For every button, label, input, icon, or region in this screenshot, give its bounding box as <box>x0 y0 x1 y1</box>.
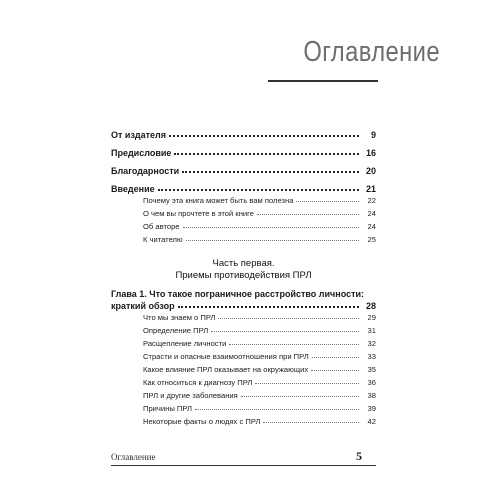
toc-entry-chapter1[interactable] <box>111 301 376 311</box>
dot-leader <box>311 370 359 371</box>
toc-entry-page: 21 <box>365 184 376 194</box>
toc-subentry[interactable] <box>143 378 376 387</box>
toc-entry-page: 16 <box>365 148 376 158</box>
dot-leader <box>186 240 359 241</box>
toc-subentry-label: ПРЛ и другие заболевания <box>143 391 238 400</box>
toc-entry-label: Введение <box>111 184 155 194</box>
toc-entry-preface[interactable] <box>111 148 376 158</box>
toc-subentry-label: Что мы знаем о ПРЛ <box>143 313 216 322</box>
toc-subentry-page: 33 <box>367 352 376 361</box>
toc-subentry[interactable] <box>143 417 376 426</box>
footer-rule <box>111 465 376 466</box>
dot-leader <box>312 357 359 358</box>
toc-subentry-label: Расщепление личности <box>143 339 227 348</box>
toc-subentry-label: Об авторе <box>143 222 180 231</box>
toc-subentry-page: 42 <box>367 417 376 426</box>
toc-entry-page: 9 <box>370 130 376 140</box>
toc-subentry-page: 25 <box>367 235 376 244</box>
toc-subentry[interactable] <box>143 313 376 322</box>
toc-subentry-label: О чем вы прочтете в этой книге <box>143 209 254 218</box>
dot-leader <box>174 153 359 155</box>
toc-subentry-label: Какое влияние ПРЛ оказывает на окружающих <box>143 365 309 374</box>
dot-leader <box>263 422 359 423</box>
running-footer-title: Оглавление <box>111 452 156 462</box>
toc-entry-page: 28 <box>365 301 376 311</box>
dot-leader <box>195 409 359 410</box>
toc-subentry-page: 31 <box>367 326 376 335</box>
dot-leader <box>296 201 359 202</box>
toc-subentry-label: Почему эта книга может быть вам полезна <box>143 196 294 205</box>
toc-subentry-label: Как относиться к диагнозу ПРЛ <box>143 378 253 387</box>
toc-subentry[interactable] <box>143 352 376 361</box>
toc-subentry[interactable] <box>143 222 376 231</box>
toc-entry-page: 20 <box>365 166 376 176</box>
toc-subentry[interactable] <box>143 365 376 374</box>
toc-subentry[interactable] <box>143 326 376 335</box>
dot-leader <box>255 383 359 384</box>
toc-subentry-label: Причины ПРЛ <box>143 404 192 413</box>
dot-leader <box>218 318 359 319</box>
title-underline <box>268 80 378 82</box>
toc-subentry-label: Страсти и опасные взаимоотношения при ПРЛ <box>143 352 309 361</box>
toc-subentry-page: 32 <box>367 339 376 348</box>
dot-leader <box>241 396 359 397</box>
dot-leader <box>211 331 359 332</box>
toc-subentry[interactable] <box>143 235 376 244</box>
toc-entry-label: Благодарности <box>111 166 180 176</box>
dot-leader <box>178 306 359 308</box>
toc-subentry[interactable] <box>143 209 376 218</box>
toc-subentry-page: 36 <box>367 378 376 387</box>
toc-subentry-page: 38 <box>367 391 376 400</box>
toc-entry-publisher[interactable] <box>111 130 376 140</box>
toc-entry-acknowledgements[interactable] <box>111 166 376 176</box>
dot-leader <box>182 171 359 173</box>
toc-entry-label: Предисловие <box>111 148 172 158</box>
toc-subentry-page: 22 <box>367 196 376 205</box>
toc-subentry-label: Определение ПРЛ <box>143 326 209 335</box>
part-heading-line1: Часть первая. <box>212 258 275 269</box>
toc-subentry-page: 24 <box>367 209 376 218</box>
toc-subentry-page: 39 <box>367 404 376 413</box>
toc-entry-label: краткий обзор <box>111 301 175 311</box>
toc-subentry-label: Некоторые факты о людях с ПРЛ <box>143 417 261 426</box>
dot-leader <box>229 344 359 345</box>
toc-entry-label: От издателя <box>111 130 167 140</box>
toc-subentry[interactable] <box>143 404 376 413</box>
toc-subentry[interactable] <box>143 391 376 400</box>
toc-subentry[interactable] <box>143 339 376 348</box>
dot-leader <box>158 189 359 191</box>
dot-leader <box>183 227 359 228</box>
toc-subentry-label: К читателю <box>143 235 183 244</box>
toc-subentry-page: 35 <box>367 365 376 374</box>
toc-subentry-page: 24 <box>367 222 376 231</box>
toc-subentry[interactable] <box>143 196 376 205</box>
page-number: 5 <box>356 449 362 463</box>
part-heading-line2: Приемы противодействия ПРЛ <box>175 270 312 281</box>
chapter-heading-line1[interactable]: Глава 1. Что такое пограничное расстройство личности: <box>111 289 365 299</box>
page-title: Оглавление <box>303 36 440 68</box>
dot-leader <box>257 214 359 215</box>
toc-entry-introduction[interactable] <box>111 184 376 194</box>
dot-leader <box>169 135 359 137</box>
toc-subentry-page: 29 <box>367 313 376 322</box>
